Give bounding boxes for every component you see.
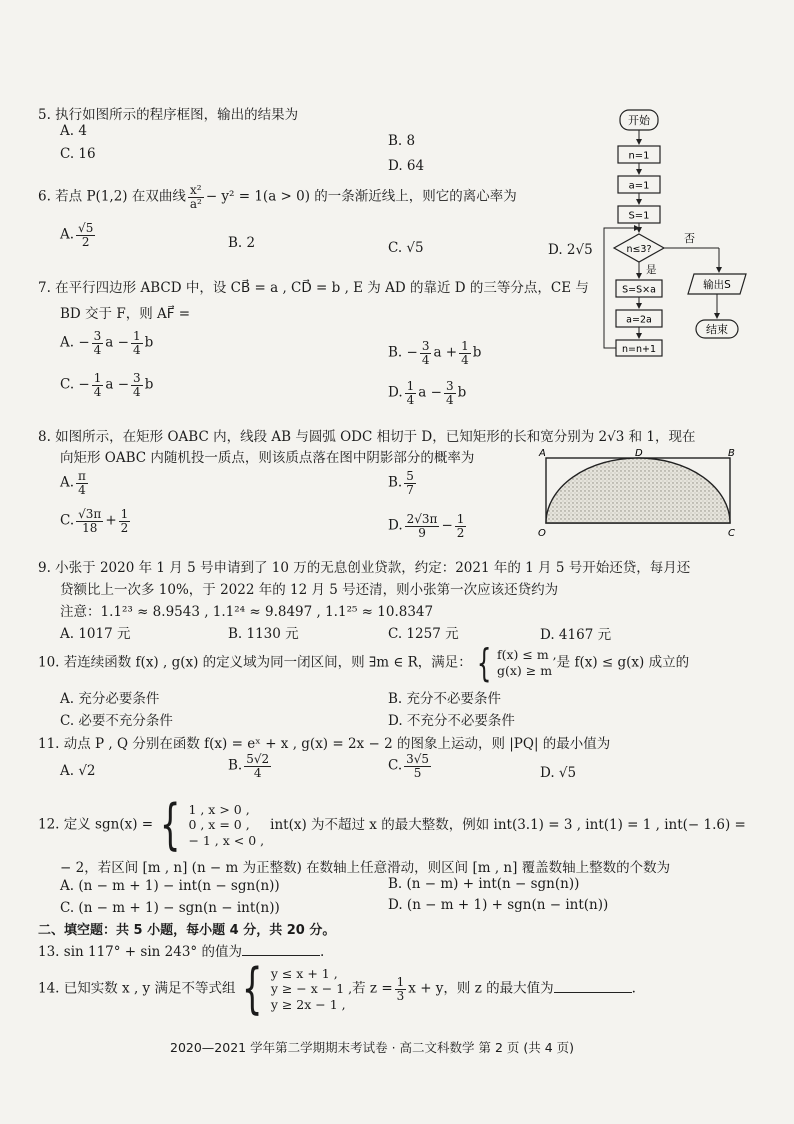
q8-c-plus: + — [105, 512, 117, 529]
q6-option-d: D. 2√5 — [548, 242, 593, 258]
q8-c-den: 18 — [82, 520, 98, 535]
q7-c-frac2 — [131, 372, 143, 398]
q11-option-d: D. √5 — [540, 765, 577, 781]
q6-option-a — [60, 222, 97, 248]
flow-a1-label: a=1 — [628, 180, 650, 192]
q11-option-a: A. √2 — [60, 763, 96, 779]
q7-option-b — [388, 340, 481, 366]
q8-a-num: π — [78, 469, 86, 483]
point-a-label: A — [539, 448, 546, 459]
q8-option-b — [388, 470, 418, 496]
rectangle-arc-figure — [536, 446, 740, 540]
q7-b-frac1-num: 3 — [421, 339, 430, 353]
q7-a-frac1-den: 4 — [93, 342, 102, 357]
q6-option-b: B. 2 — [228, 235, 256, 251]
q8-stem-line2: 向矩形 OABC 内随机投一质点，则该质点落在图中阴影部分的概率为 — [60, 450, 475, 466]
q8-c-pre: C. — [60, 512, 75, 529]
q8-option-a — [60, 470, 90, 496]
q10-condition-2: g(x) ≥ m — [497, 663, 553, 678]
q9-option-b: B. 1130 元 — [228, 626, 299, 642]
section-fill-in-heading: 二、填空题：共 5 小题，每小题 4 分，共 20 分。 — [38, 923, 336, 938]
q11-c-pre: C. — [388, 757, 403, 774]
q12-option-a: A. (n − m + 1) − int(n − sgn(n)) — [60, 878, 280, 894]
q11-b-frac — [244, 753, 271, 779]
q8-stem-line1: 8. 如图所示，在矩形 OABC 内，线段 AB 与圆弧 ODC 相切于 D，已知矩形的长和宽分别为 2√3 和 1，现在 — [38, 429, 696, 445]
q7-c-frac1-num: 1 — [93, 371, 102, 385]
q7-b-frac1-den: 4 — [421, 352, 430, 367]
q13-stem: 13. sin 117° + sin 243° 的值为 . — [38, 944, 325, 960]
q7-c-pre: C. − — [60, 376, 90, 393]
q8-c-num2: 1 — [120, 507, 129, 521]
q8-d-num2: 1 — [456, 512, 465, 526]
point-c-label: C — [728, 528, 735, 539]
q7-b-pre: B. − — [388, 344, 418, 361]
flow-output-label: 输出S — [703, 279, 731, 291]
q10-stem-pre: 10. 若连续函数 f(x) , g(x) 的定义域为同一闭区间，则 ∃m ∈ R，满足： — [38, 654, 472, 671]
q7-a-frac2-num: 1 — [132, 329, 141, 343]
q8-d-den2: 2 — [456, 525, 465, 540]
q6-option-c: C. √5 — [388, 240, 424, 256]
q11-option-b — [228, 753, 273, 779]
q7-b-end: b — [472, 344, 482, 361]
q9-note: 注意：1.1²³ ≈ 8.9543 , 1.1²⁴ ≈ 9.8497 , 1.1²⁵ ≈ 10.8347 — [60, 604, 434, 620]
q7-d-frac1-den: 4 — [406, 392, 415, 407]
q7-d-frac2 — [444, 380, 456, 406]
q8-d-num: 2√3π — [406, 512, 438, 526]
q11-c-den: 5 — [413, 765, 422, 780]
q12-stem-pre: 12. 定义 sgn(x) = — [38, 816, 154, 833]
q10-stem-post: 是 f(x) ≤ g(x) 成立的 — [556, 654, 690, 671]
q6-fraction — [188, 184, 204, 210]
flow-start-label: 开始 — [628, 114, 650, 127]
q10-option-a: A. 充分必要条件 — [60, 691, 160, 707]
q7-option-a — [60, 330, 153, 356]
q7-a-end: b — [144, 334, 154, 351]
flow-ssa-label: S=S×a — [622, 284, 656, 296]
q10-option-d: D. 不充分不必要条件 — [388, 713, 515, 729]
q7-d-frac2-num: 3 — [445, 379, 454, 393]
q8-d-minus: − — [441, 517, 453, 534]
q11-b-den: 4 — [253, 765, 262, 780]
q11-b-pre: B. — [228, 757, 243, 774]
q6-fraction-den: a² — [189, 196, 202, 211]
q13-text: 13. sin 117° + sin 243° 的值为 — [38, 944, 242, 960]
q9-option-d: D. 4167 元 — [540, 627, 612, 643]
point-o-label: O — [538, 528, 546, 539]
q8-c-num: √3π — [78, 507, 102, 521]
q8-c-frac1 — [76, 508, 103, 534]
shaded-arc-region — [546, 458, 730, 523]
q7-d-end: b — [457, 384, 467, 401]
q5-option-a: A. 4 — [60, 123, 87, 139]
q8-b-pre: B. — [388, 474, 403, 491]
q14-fraction-den: 3 — [396, 988, 405, 1003]
q11-b-num: 5√2 — [246, 752, 270, 766]
q9-option-c: C. 1257 元 — [388, 626, 459, 642]
q8-a-den: 4 — [78, 482, 86, 497]
q5-option-c: C. 16 — [60, 146, 96, 162]
q8-c-den2: 2 — [120, 520, 129, 535]
q7-d-frac2-den: 4 — [445, 392, 454, 407]
q7-d-pre: D. — [388, 384, 403, 401]
q14-mid: 若 z = — [352, 980, 393, 997]
flow-nn1-label: n=n+1 — [621, 344, 657, 355]
q8-d-pre: D. — [388, 517, 403, 534]
q14-constraint-1: y ≤ x + 1 , — [270, 965, 338, 981]
q7-b-frac1 — [420, 340, 432, 366]
q7-a-frac2-den: 4 — [132, 342, 141, 357]
flow-no-label: 否 — [684, 232, 695, 245]
q6-option-a-num: √5 — [78, 221, 94, 235]
q6-option-a-frac — [76, 222, 95, 248]
page-footer: 2020—2021 学年第二学期期末考试卷 · 高二文科数学 第 2 页 (共 4 页) — [170, 1040, 575, 1055]
q8-a-frac — [76, 470, 88, 496]
q11-c-frac — [404, 753, 431, 779]
q11-c-num: 3√5 — [406, 752, 430, 766]
flow-a2a-label: a=2a — [626, 314, 652, 326]
q14-stem: 14. 已知实数 x , y 满足不等式组 { y ≤ x + 1 , y ≥ − x − 1 , y ≥ 2x − 1 , 若 z = $\frac{1}{3}$ x + y，则 z 的最大值为 . — [38, 957, 636, 1020]
q8-b-frac — [404, 470, 416, 496]
q11-option-c — [388, 753, 433, 779]
program-flowchart — [596, 108, 766, 358]
q6-stem — [38, 184, 517, 210]
q8-b-num: 5 — [406, 469, 414, 483]
q12-option-c: C. (n − m + 1) − sgn(n − int(n)) — [60, 900, 280, 916]
q7-a-frac1-num: 3 — [93, 329, 102, 343]
q14-answer-blank[interactable] — [554, 980, 632, 993]
flow-end-label: 结束 — [706, 323, 728, 336]
q6-option-a-label: A. — [60, 226, 75, 243]
q8-d-frac2 — [455, 513, 467, 539]
q9-stem-line2: 贷额比上一次多 10%，于 2022 年的 12 月 5 号还清，则小张第一次应该还贷约为 — [60, 582, 559, 598]
q7-a-pre: A. − — [60, 334, 90, 351]
q14-constraint-brace: { y ≤ x + 1 , y ≥ − x − 1 , y ≥ 2x − 1 , — [242, 957, 353, 1020]
q14-constraint-3: y ≥ 2x − 1 , — [270, 996, 346, 1012]
q7-c-frac1 — [92, 372, 104, 398]
point-d-label: D — [635, 448, 643, 459]
q6-option-a-den: 2 — [81, 234, 90, 249]
q6-stem-post: − y² = 1(a > 0) 的一条渐近线上，则它的离心率为 — [205, 188, 517, 205]
q6-stem-pre: 6. 若点 P(1,2) 在双曲线 — [38, 188, 186, 205]
flow-yes-label: 是 — [646, 264, 657, 276]
q10-option-b: B. 充分不必要条件 — [388, 691, 502, 707]
q8-c-frac2 — [119, 508, 131, 534]
q11-stem: 11. 动点 P , Q 分别在函数 f(x) = eˣ + x , g(x) = 2x − 2 的图象上运动，则 |PQ| 的最小值为 — [38, 736, 611, 752]
flow-s1-label: S=1 — [628, 210, 650, 222]
q7-option-d — [388, 380, 466, 406]
q7-b-mid: a + — [433, 344, 458, 361]
q8-a-pre: A. — [60, 474, 75, 491]
flow-n1-label: n=1 — [628, 150, 650, 162]
q7-b-frac2-den: 4 — [461, 352, 469, 367]
q14-fraction-num: 1 — [396, 974, 405, 989]
q13-answer-blank[interactable] — [242, 943, 320, 956]
q10-stem — [38, 641, 690, 685]
q7-b-frac2 — [459, 340, 471, 366]
q7-stem-line1: 7. 在平行四边形 ABCD 中，设 CB⃗ = a , CD⃗ = b , E 为 AD 的靠近 D 的三等分点，CE 与 — [38, 280, 589, 296]
q12-sgn-brace: { 1 , x > 0 , 0 , x = 0 , − 1 , x < 0 , — [159, 793, 265, 856]
point-b-label: B — [728, 448, 735, 459]
q6-fraction-num: x² — [190, 183, 202, 197]
q7-d-frac1 — [405, 380, 417, 406]
q7-stem-line2: BD 交于 F，则 AF⃗ = — [60, 306, 191, 322]
q7-c-end: b — [144, 376, 154, 393]
q12-sgn-case-2: 0 , x = 0 , — [188, 817, 250, 833]
q12-option-b: B. (n − m) + int(n − sgn(n)) — [388, 876, 580, 892]
q7-d-mid: a − — [418, 384, 442, 401]
q7-b-frac2-num: 1 — [461, 339, 469, 353]
q12-sgn-case-1: 1 , x > 0 , — [188, 801, 250, 817]
q10-option-c: C. 必要不充分条件 — [60, 713, 173, 729]
q7-a-frac1 — [92, 330, 104, 356]
q7-option-c — [60, 372, 153, 398]
q12-sgn-case-3: − 1 , x < 0 , — [188, 832, 265, 848]
q14-constraint-2: y ≥ − x − 1 , — [270, 981, 353, 997]
q8-option-d — [388, 513, 468, 539]
q12-stem-post: int(x) 为不超过 x 的最大整数，例如 int(3.1) = 3 , int(1) = 1 , int(− 1.6) = — [270, 816, 746, 833]
q8-b-den: 7 — [406, 482, 414, 497]
q14-stem-post: x + y，则 z 的最大值为 — [408, 980, 554, 997]
q7-d-frac1-num: 1 — [406, 379, 415, 393]
q10-condition-1: f(x) ≤ m , — [497, 647, 557, 663]
q12-stem-line2: − 2，若区间 [m , n] (n − m 为正整数) 在数轴上任意滑动，则区间 [m , n] 覆盖数轴上整数的个数为 — [60, 860, 671, 876]
q12-stem — [38, 793, 746, 856]
q5-stem: 5. 执行如图所示的程序框图，输出的结果为 — [38, 107, 299, 123]
q7-c-mid: a − — [105, 376, 130, 393]
q9-option-a: A. 1017 元 — [60, 626, 131, 642]
q14-stem-pre: 14. 已知实数 x , y 满足不等式组 — [38, 980, 236, 997]
q7-c-frac2-num: 3 — [133, 371, 141, 385]
q7-c-frac2-den: 4 — [133, 384, 141, 399]
q5-option-b: B. 8 — [388, 133, 416, 149]
q7-c-frac1-den: 4 — [93, 384, 102, 399]
q7-a-frac2 — [131, 330, 143, 356]
q8-option-c — [60, 508, 132, 534]
q10-condition-brace: { f(x) ≤ m , g(x) ≥ m — [476, 641, 557, 685]
q9-stem-line1: 9. 小张于 2020 年 1 月 5 号申请到了 10 万的无息创业贷款，约定：2021 年的 1 月 5 号开始还贷，每月还 — [38, 560, 691, 576]
q8-d-frac1 — [405, 513, 440, 539]
q8-d-den: 9 — [418, 525, 426, 540]
flow-condition-label: n≤3? — [626, 244, 652, 255]
q14-fraction — [395, 976, 407, 1002]
q7-a-mid: a − — [105, 334, 129, 351]
q5-option-d: D. 64 — [388, 158, 425, 174]
q12-option-d: D. (n − m + 1) + sgn(n − int(n)) — [388, 897, 609, 913]
